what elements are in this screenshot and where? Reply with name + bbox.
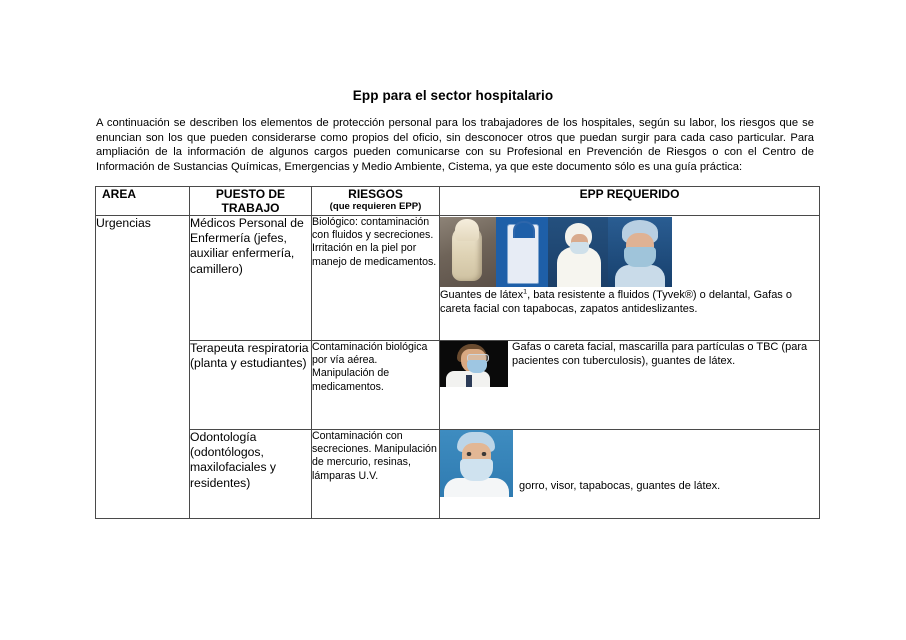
photo-strip-row-1 <box>440 217 672 287</box>
latex-glove-photo <box>440 217 496 287</box>
cell-epp-row-2 <box>440 341 820 430</box>
epp-text-after-footnote: , bata resistente a fluidos (Tyvek®) o delantal, Gafas o careta facial con tapabocas, zapatos antideslizantes. <box>440 289 792 315</box>
page-title: Epp para el sector hospitalario <box>352 88 554 103</box>
surgeon-mask <box>624 247 656 267</box>
footnote-marker: 1 <box>523 289 528 296</box>
nurse-with-mask-photo <box>548 217 608 287</box>
column-header-puesto-de-trabajo: PUESTO DE TRABAJO <box>190 187 312 216</box>
cell-riesgos-row-3: Contaminación con secreciones. Manipulación de mercurio, resinas, lámparas U.V. <box>312 430 440 519</box>
table-row <box>96 341 820 430</box>
surgeon-with-mask-photo <box>608 217 672 287</box>
epp-description-row-3: gorro, visor, tapabocas, guantes de látex. <box>519 480 721 492</box>
cell-puesto-row-1: Médicos Personal de Enfermería (jefes, auxiliar enfermería, camillero) <box>190 216 312 341</box>
column-header-riesgos-main: RIESGOS <box>348 187 403 201</box>
column-header-riesgos-subtitle: (que requieren EPP) <box>329 201 422 212</box>
table-header-row <box>96 187 820 216</box>
cell-area-urgencias: Urgencias <box>96 216 190 519</box>
epp-table <box>95 186 820 519</box>
therapist-tie <box>466 375 472 387</box>
epp-description-row-1 <box>440 289 819 316</box>
cell-puesto-row-3: Odontología (odontólogos, maxilofaciales y residentes) <box>190 430 312 519</box>
column-header-epp-requerido: EPP REQUERIDO <box>440 187 820 216</box>
dentist-with-mask-photo <box>440 430 513 497</box>
cell-puesto-row-2: Terapeuta respiratoria (planta y estudiantes) <box>190 341 312 430</box>
nurse-mask <box>570 242 589 254</box>
therapist-mask <box>467 360 487 373</box>
blue-apron-photo <box>496 217 548 287</box>
dentist-mask <box>460 459 493 481</box>
intro-paragraph: A continuación se describen los elementos de protección personal para los trabajadores de los hospitales, según su labor, los riesgos que se enuncian son los que pueden considerarse como propios del oficio, sin desconocer otros que puedan surgir para cada caso particular. Para ampliación de la información de algunos cargos pueden comunicarse con su Profesional en Prevención de Riesgos o con el Centro de Información de Sustancias Químicas, Emergencias y Medio Ambiente, Cistema, ya que este documento sólo es una guía práctica: <box>96 117 814 173</box>
table-row <box>96 430 820 519</box>
column-header-riesgos <box>312 187 440 216</box>
respiratory-therapist-photo <box>440 341 508 387</box>
cell-epp-row-1 <box>440 216 820 341</box>
epp-text-before-footnote: Guantes de látex <box>440 289 524 301</box>
cell-epp-row-3 <box>440 430 820 519</box>
table-row <box>96 216 820 341</box>
cell-riesgos-row-1: Biológico: contaminación con fluidos y secreciones. Irritación en la piel por manejo de medicamentos. <box>312 216 440 341</box>
dentist-eyes <box>465 452 488 456</box>
cell-riesgos-row-2: Contaminación biológica por vía aérea. Manipulación de medicamentos. <box>312 341 440 430</box>
column-header-area: AREA <box>96 187 190 216</box>
epp-description-row-2: Gafas o careta facial, mascarilla para partículas o TBC (para pacientes con tuberculosis), guantes de látex. <box>512 341 808 367</box>
